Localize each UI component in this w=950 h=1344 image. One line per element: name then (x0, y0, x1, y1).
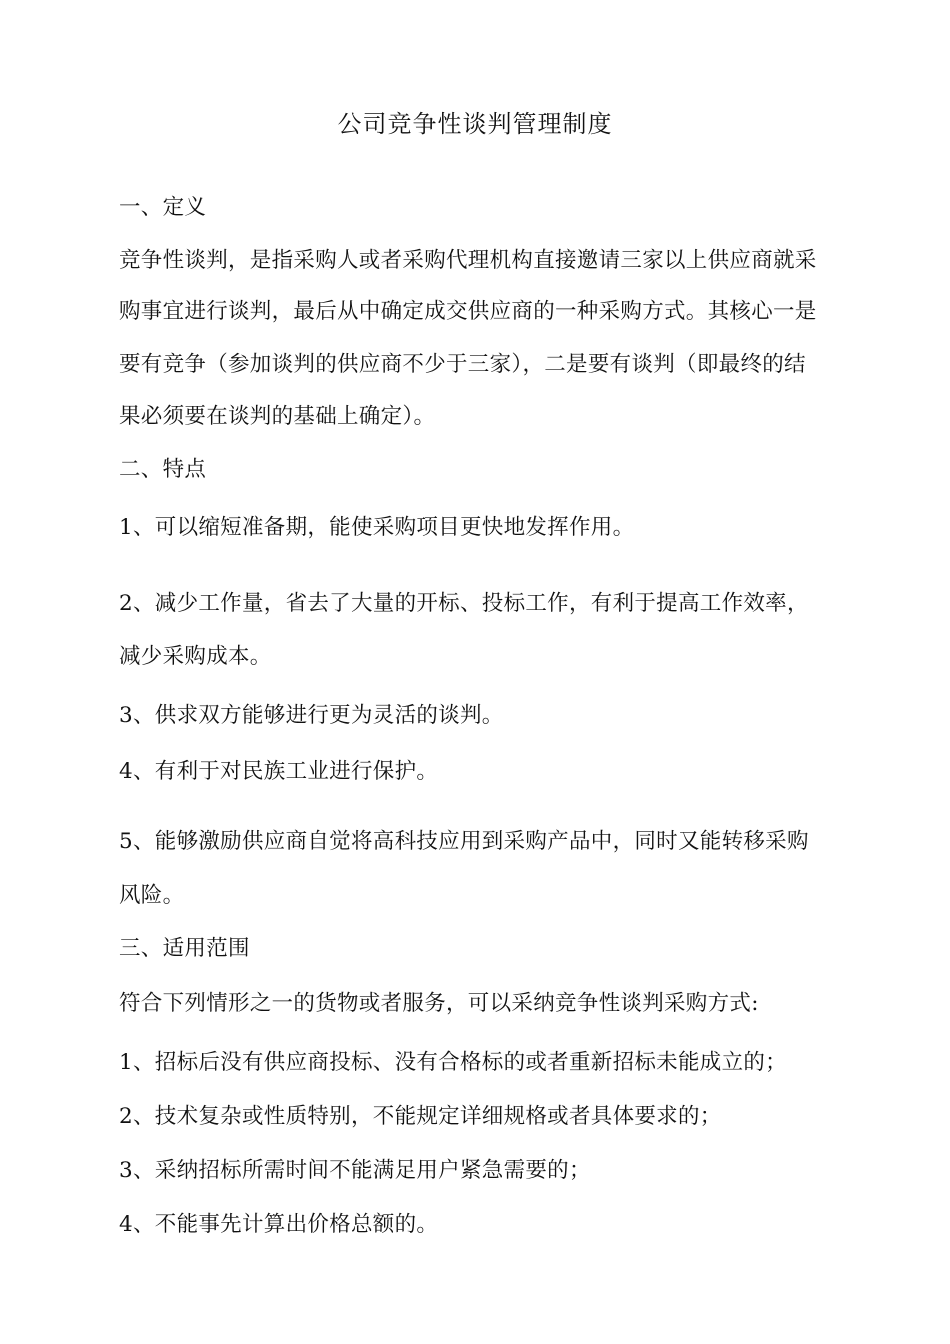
heading-features: 二、特点 (119, 457, 207, 482)
list-item: 3、采纳招标所需时间不能满足用户紧急需要的； (119, 1158, 591, 1183)
list-item: 4、有利于对民族工业进行保护。 (119, 759, 439, 784)
list-item: 5、能够激励供应商自觉将高科技应用到采购产品中，同时又能转移采购 (119, 829, 809, 854)
list-item: 3、供求双方能够进行更为灵活的谈判。 (119, 703, 504, 728)
paragraph-line: 果必须要在谈判的基础上确定）。 (119, 404, 436, 429)
list-item: 4、不能事先计算出价格总额的。 (119, 1212, 439, 1237)
document-title: 公司竞争性谈判管理制度 (337, 110, 613, 138)
paragraph-line: 要有竞争（参加谈判的供应商不少于三家），二是要有谈判（即最终的结 (119, 352, 806, 377)
paragraph-line: 符合下列情形之一的货物或者服务，可以采纳竞争性谈判采购方式: (119, 991, 759, 1016)
heading-definition: 一、定义 (119, 195, 207, 220)
paragraph-line: 购事宜进行谈判，最后从中确定成交供应商的一种采购方式。其核心一是 (119, 299, 817, 324)
list-item-continuation: 减少采购成本。 (119, 644, 272, 669)
list-item-continuation: 风险。 (119, 883, 185, 908)
list-item: 2、技术复杂或性质特别，不能规定详细规格或者具体要求的； (119, 1104, 722, 1129)
paragraph-line: 竞争性谈判，是指采购人或者采购代理机构直接邀请三家以上供应商就采 (119, 248, 817, 273)
list-item: 1、招标后没有供应商投标、没有合格标的或者重新招标未能成立的； (119, 1050, 787, 1075)
list-item: 1、可以缩短准备期，能使采购项目更快地发挥作用。 (119, 515, 635, 540)
list-item: 2、减少工作量，省去了大量的开标、投标工作，有利于提高工作效率， (119, 591, 809, 616)
heading-scope: 三、适用范围 (119, 936, 250, 961)
